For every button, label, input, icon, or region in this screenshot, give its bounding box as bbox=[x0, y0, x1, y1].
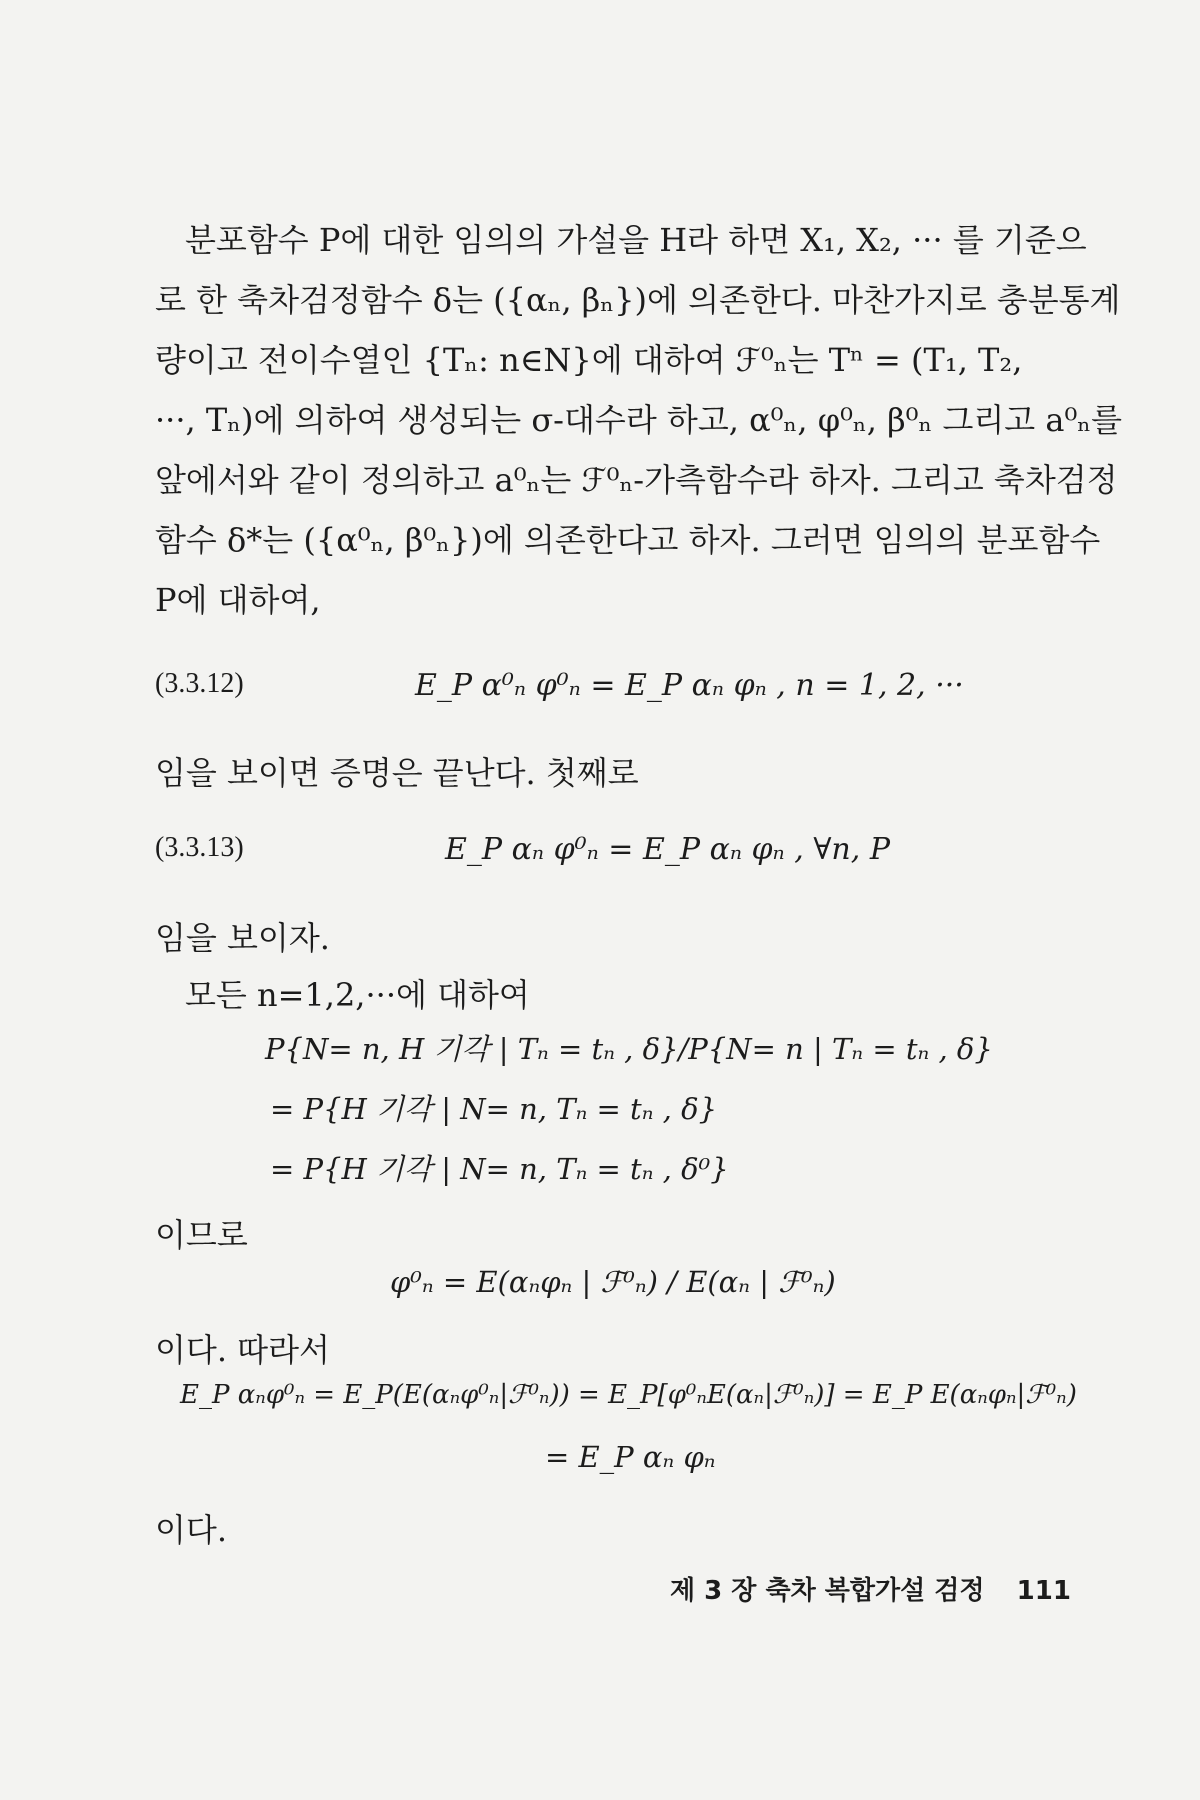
text-line: ···, Tₙ)에 의하여 생성되는 σ-대수라 하고, α⁰ₙ, φ⁰ₙ, β⁰ₙ 그리고 a⁰ₙ를 bbox=[155, 401, 1123, 439]
text-line: 앞에서와 같이 정의하고 a⁰ₙ는 ℱ⁰ₙ-가측함수라 하자. 그리고 축차검정 bbox=[155, 461, 1118, 499]
equation-3-3-13 bbox=[0, 832, 1200, 882]
text-line: 이다. 따라서 bbox=[155, 1331, 330, 1369]
text-line: 함수 δ*는 ({α⁰ₙ, β⁰ₙ})에 의존한다고 하자. 그러면 임의의 분포함수 bbox=[155, 521, 1101, 559]
paragraph-intro bbox=[155, 210, 1123, 630]
equation-body: E_P αₙ φ⁰ₙ = E_P αₙ φₙ , ∀n, P bbox=[445, 832, 891, 867]
text-line: 이므로 bbox=[155, 1216, 248, 1254]
text-line: 이다. bbox=[155, 1511, 227, 1549]
equation-3-3-12 bbox=[0, 668, 1200, 718]
chapter-title: 제 3 장 축차 복합가설 검정 bbox=[670, 1576, 985, 1606]
derivation-line: = P{H 기각 | N= n, Tₙ = tₙ , δ⁰} bbox=[270, 1152, 729, 1186]
text-line: 임을 보이면 증명은 끝난다. 첫째로 bbox=[155, 754, 639, 792]
text-line: 임을 보이자. bbox=[155, 919, 330, 957]
equation-body: E_P α⁰ₙ φ⁰ₙ = E_P αₙ φₙ , n = 1, 2, ··· bbox=[415, 668, 964, 703]
text-line: P에 대하여, bbox=[155, 581, 321, 619]
equation-number: (3.3.13) bbox=[155, 832, 244, 863]
text-line: 분포함수 P에 대한 임의의 가설을 H라 하면 X₁, X₂, ··· 를 기준으 bbox=[185, 221, 1087, 259]
text-line: 로 한 축차검정함수 δ는 ({αₙ, βₙ})에 의존한다. 마찬가지로 충분통계 bbox=[155, 281, 1121, 319]
page-number: 111 bbox=[1016, 1576, 1071, 1606]
derivation-line: = P{H 기각 | N= n, Tₙ = tₙ , δ} bbox=[270, 1092, 718, 1126]
equation-phi: φ⁰ₙ = E(αₙφₙ | ℱ⁰ₙ) / E(αₙ | ℱ⁰ₙ) bbox=[390, 1265, 836, 1299]
derivation-line: P{N= n, H 기각 | Tₙ = tₙ , δ}/P{N= n | Tₙ = tₙ , δ} bbox=[265, 1032, 993, 1066]
text-line: 량이고 전이수열인 {Tₙ: n∈N}에 대하여 ℱ⁰ₙ는 Tⁿ = (T₁, T₂, bbox=[155, 341, 1023, 379]
text-line: 모든 n=1,2,···에 대하여 bbox=[185, 976, 530, 1014]
page-footer bbox=[670, 1570, 1071, 1607]
equation-expectation: E_P αₙφ⁰ₙ = E_P(E(αₙφ⁰ₙ|ℱ⁰ₙ)) = E_P[φ⁰ₙE(αₙ|ℱ⁰ₙ)] = E_P E(αₙφₙ|ℱ⁰ₙ) bbox=[180, 1380, 1077, 1410]
equation-number: (3.3.12) bbox=[155, 668, 244, 699]
equation-result: = E_P αₙ φₙ bbox=[545, 1440, 716, 1474]
